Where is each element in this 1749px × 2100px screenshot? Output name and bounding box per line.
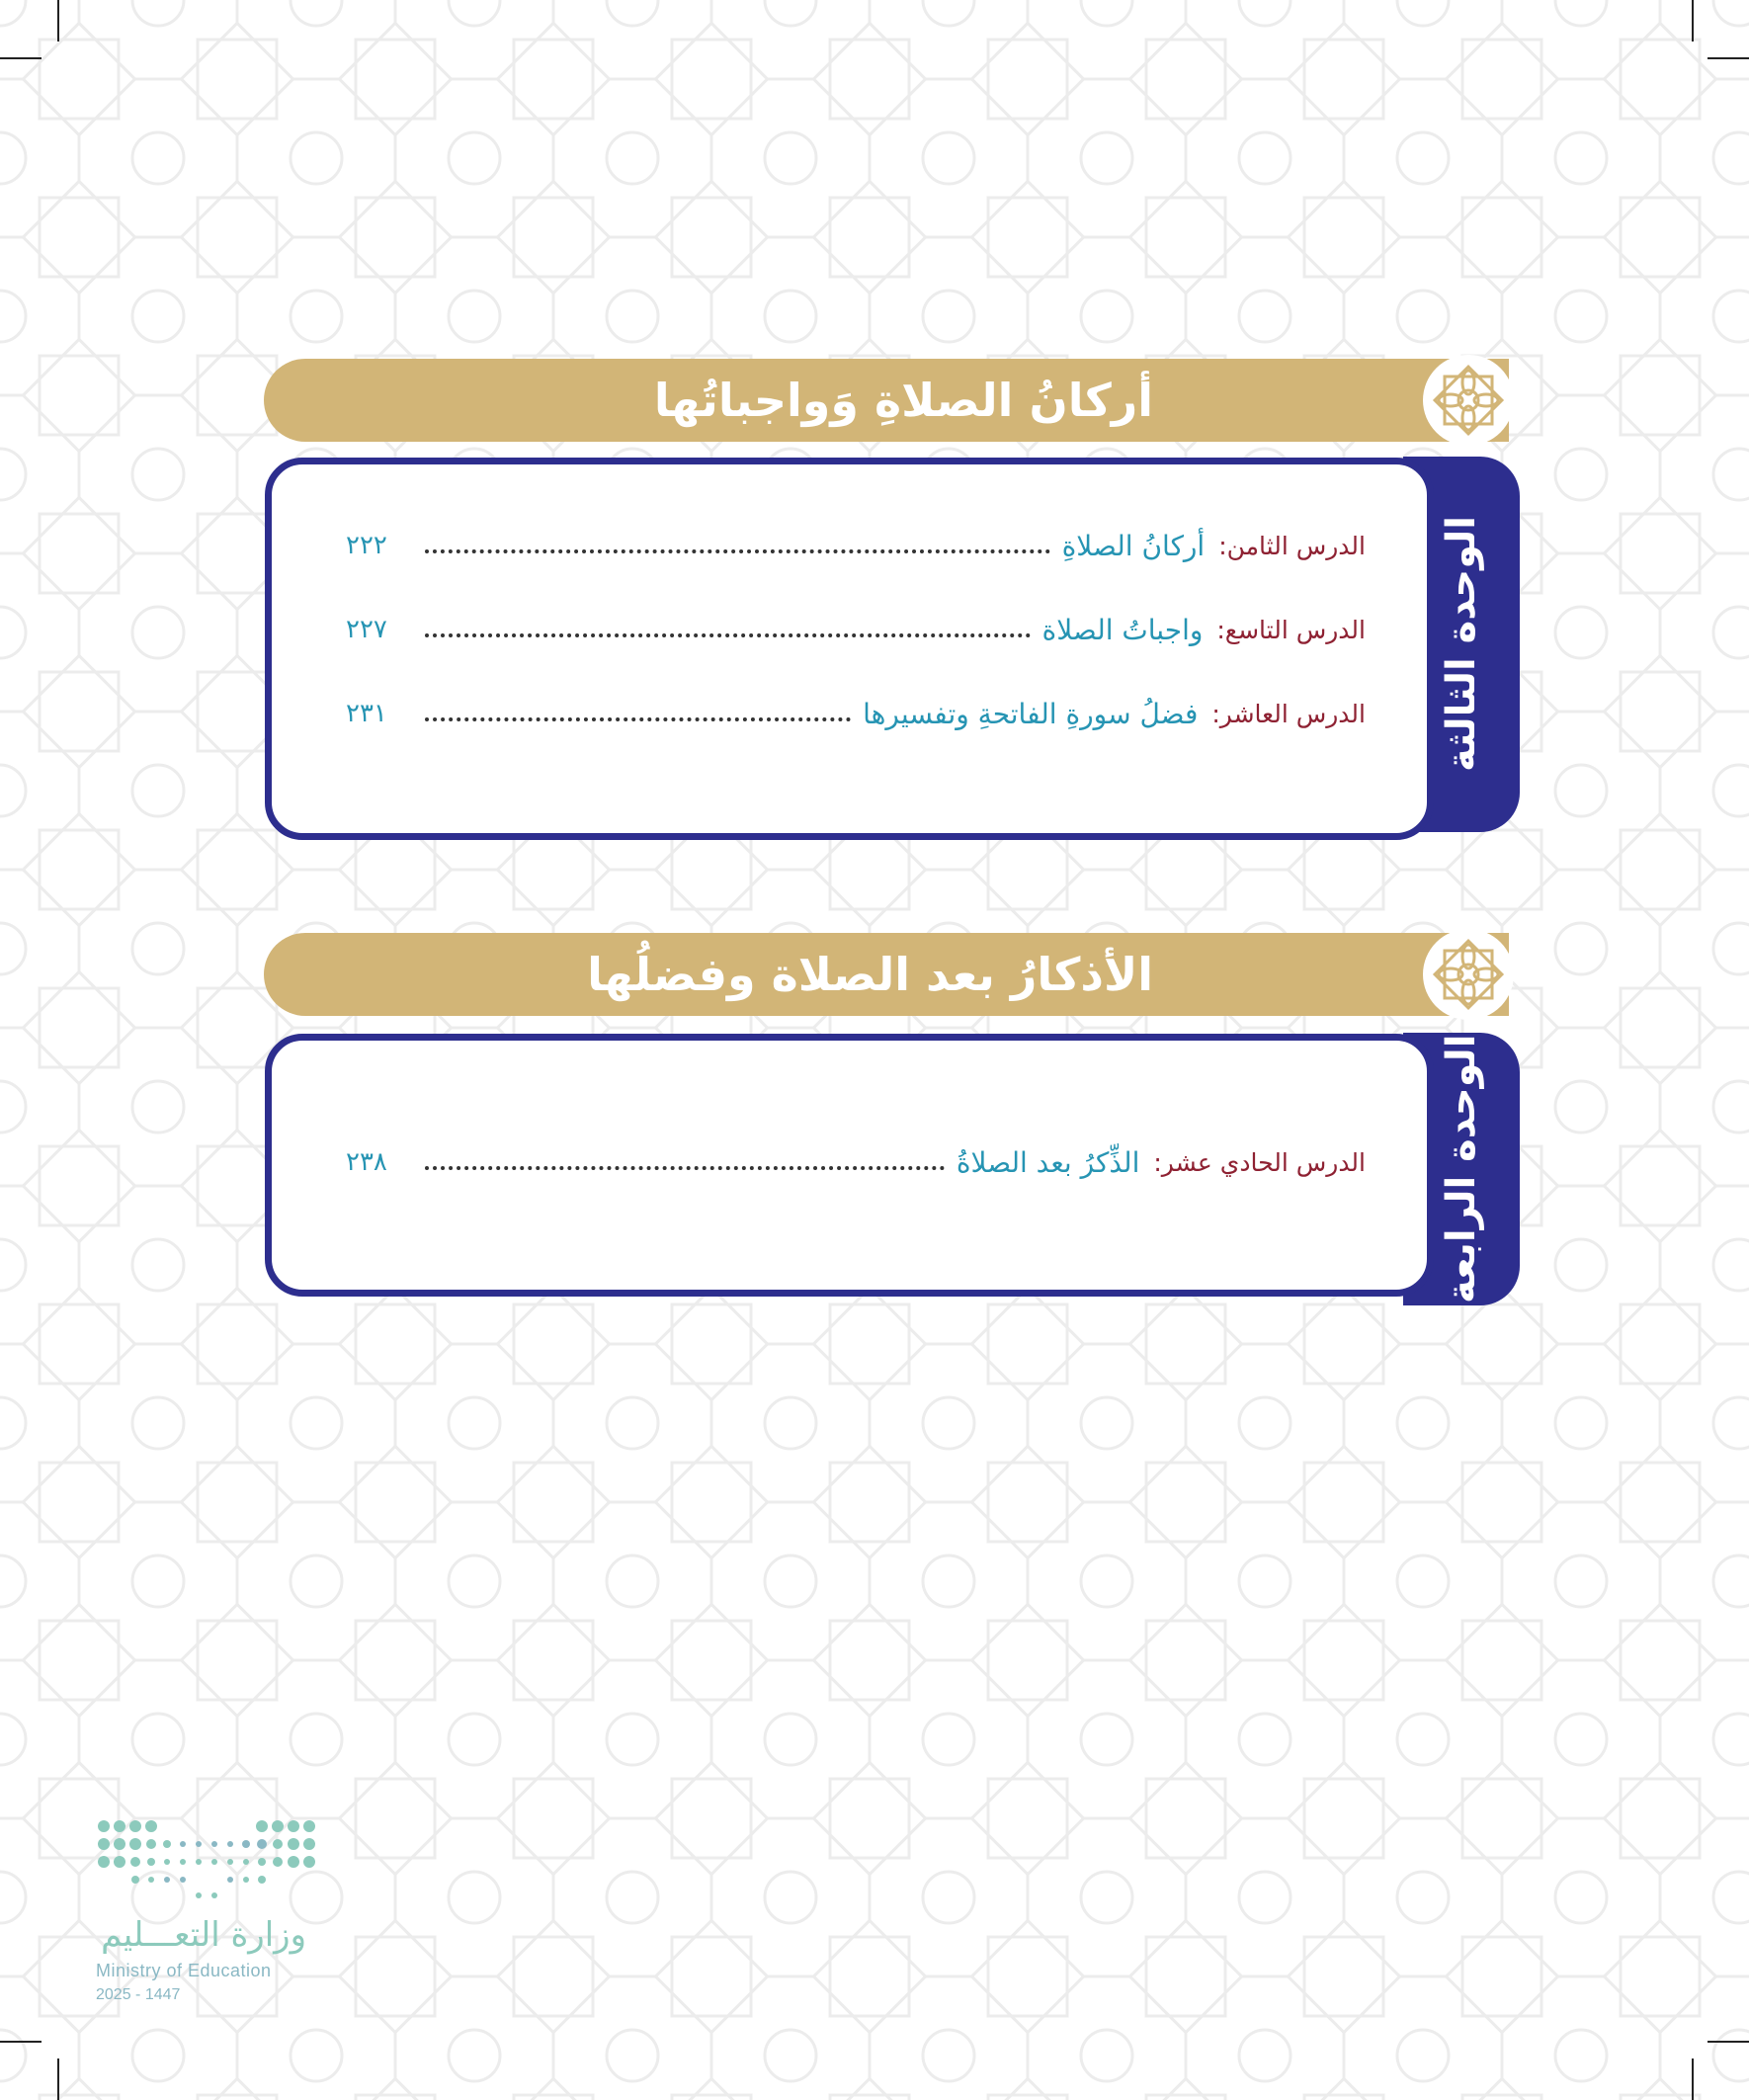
lesson-row[interactable] (346, 521, 1366, 570)
lesson-title: أركانُ الصلاةِ (1061, 529, 1206, 562)
dot-leader (425, 633, 1031, 637)
lesson-page-number: ٢٢٢ (346, 531, 387, 560)
dot-leader (425, 1166, 945, 1170)
unit-tab-label: الوحدة الثالثة (1439, 516, 1484, 773)
crop-mark (57, 2058, 59, 2100)
crop-mark (57, 0, 59, 42)
unit-title: الأذكارُ بعد الصلاة وفضلُها (587, 948, 1153, 1001)
lesson-row[interactable] (346, 689, 1366, 738)
crop-mark (1692, 0, 1694, 42)
logo-year: 2025 - 1447 (96, 1986, 181, 2003)
unit-header (264, 359, 1509, 442)
unit-header (264, 933, 1509, 1016)
rosette-icon (1423, 929, 1514, 1020)
dot-leader (425, 549, 1050, 553)
rosette-icon (1423, 355, 1514, 446)
crop-mark (1692, 2058, 1694, 2100)
lesson-title: واجباتُ الصلاة (1041, 613, 1204, 646)
lesson-title: الذِّكرُ بعد الصلاةُ (956, 1145, 1140, 1179)
lesson-title: فضلُ سورةِ الفاتحةِ وتفسيرها (863, 697, 1199, 730)
lesson-label: الدرس التاسع: (1216, 615, 1366, 644)
lesson-page-number: ٢٣١ (346, 699, 387, 728)
crop-mark (1707, 57, 1749, 59)
unit-tab-label: الوحدة الرابعة (1439, 1034, 1484, 1304)
logo-english-text: Ministry of Education (96, 1961, 272, 1980)
lesson-page-number: ٢٣٨ (346, 1147, 387, 1177)
ministry-logo (94, 1816, 321, 2014)
lesson-label: الدرس الحادي عشر: (1153, 1147, 1366, 1177)
crop-mark (1707, 2041, 1749, 2043)
lesson-row[interactable] (346, 605, 1366, 654)
lesson-page-number: ٢٢٧ (346, 615, 387, 644)
lesson-row[interactable] (346, 1137, 1366, 1187)
lesson-label: الدرس العاشر: (1211, 699, 1366, 728)
crop-mark (0, 57, 42, 59)
dot-leader (425, 717, 851, 721)
lesson-label: الدرس الثامن: (1218, 531, 1366, 560)
crop-mark (0, 2041, 42, 2043)
logo-dots-icon (94, 1816, 321, 1905)
unit-title: أركانُ الصلاةِ وَواجباتُها (653, 374, 1153, 427)
logo-arabic-text: وزارة التعـــليم (101, 1915, 306, 1955)
